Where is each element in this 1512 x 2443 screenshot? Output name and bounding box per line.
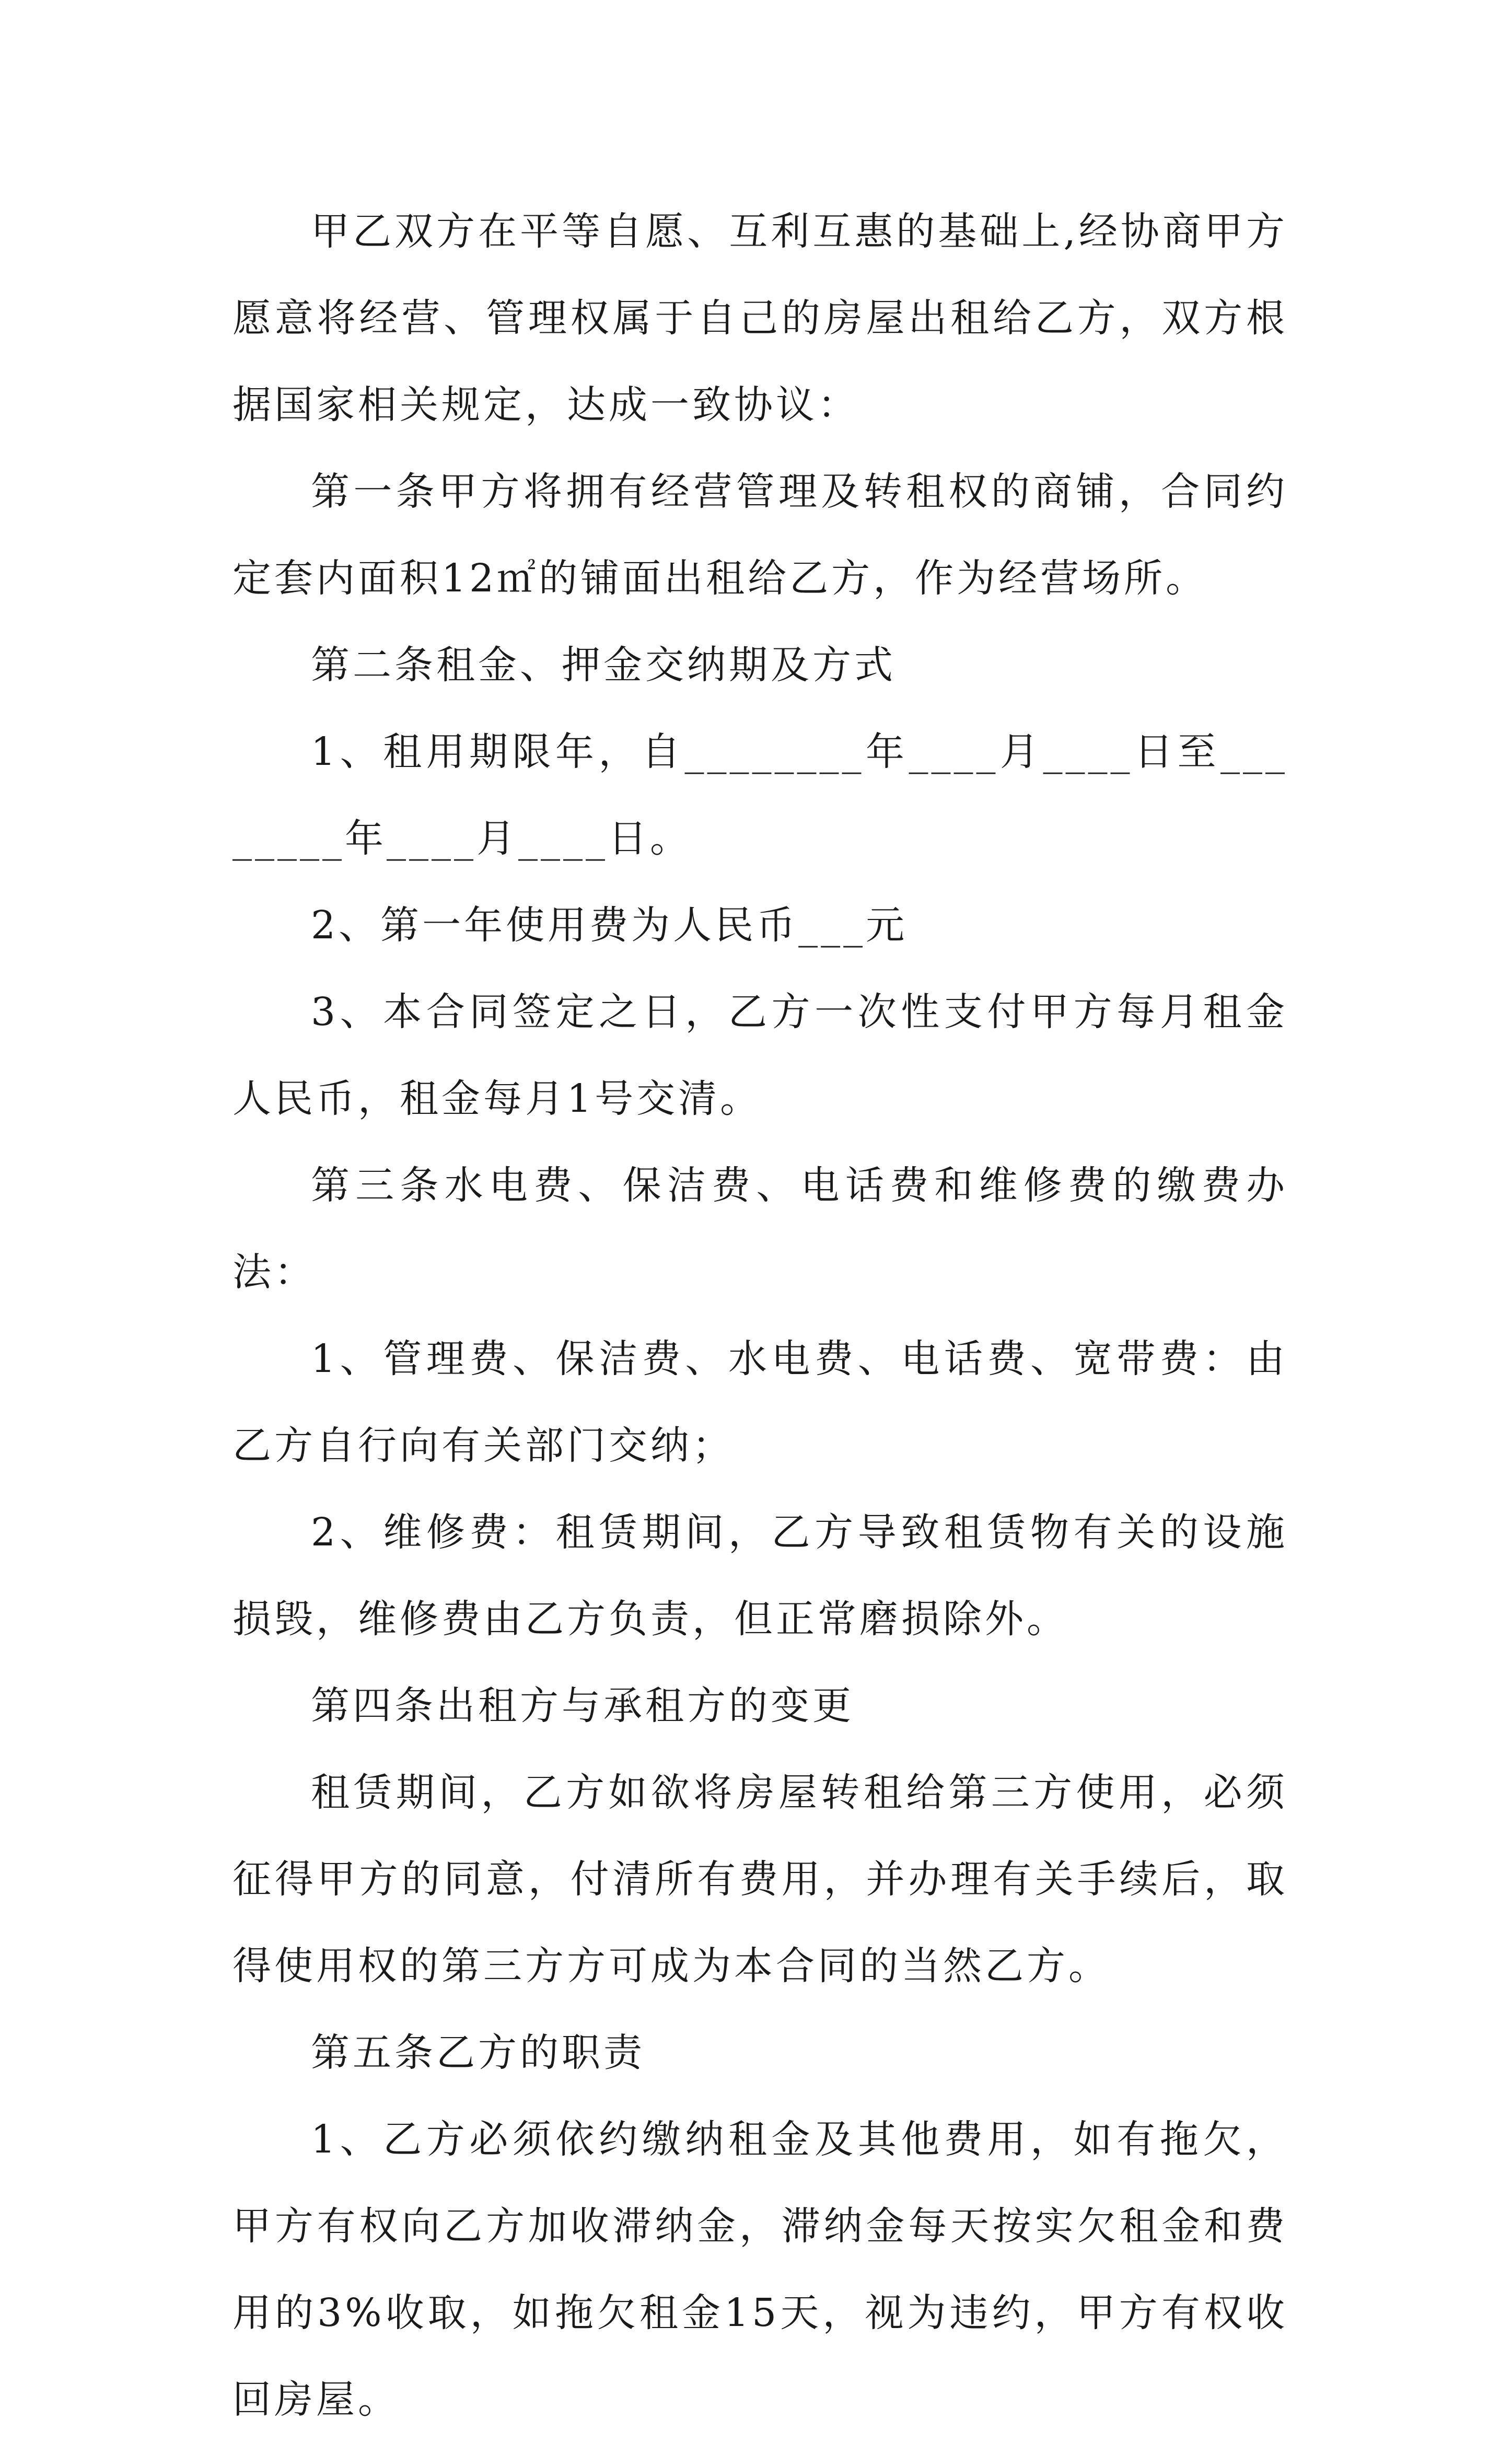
paragraph-article-5-heading: 第五条乙方的职责 (311, 2030, 645, 2075)
paragraph-rent-payment: 3、本合同签定之日，乙方一次性支付甲方每月租金人民币，租金每月1号交清。 (232, 990, 1288, 1121)
paragraph-article-2-heading: 第二条租金、押金交纳期及方式 (311, 643, 896, 688)
paragraph-sublease: 租赁期间，乙方如欲将房屋转租给第三方使用，必须征得甲方的同意，付清所有费用，并办理有关手续后，取得使用权的第三方方可成为本合同的当然乙方。 (232, 1770, 1288, 1988)
paragraph-lease-term: 1、租用期限年，自________年____月____日至________年____月____日。 (232, 729, 1288, 861)
paragraph-article-4-heading: 第四条出租方与承租方的变更 (311, 1683, 854, 1728)
document-body (232, 188, 1288, 2443)
paragraph-article-1: 第一条甲方将拥有经营管理及转租权的商铺，合同约定套内面积12㎡的铺面出租给乙方，作为经营场所。 (232, 469, 1288, 601)
paragraph-first-year-fee: 2、第一年使用费为人民币___元 (311, 903, 908, 948)
paragraph-article-3-heading: 第三条水电费、保洁费、电话费和维修费的缴费办法： (232, 1163, 1288, 1295)
paragraph-preamble: 甲乙双方在平等自愿、互利互惠的基础上,经协商甲方愿意将经营、管理权属于自己的房屋出租给乙方，双方根据国家相关规定，达成一致协议： (232, 209, 1288, 427)
paragraph-repair-fees: 2、维修费：租赁期间，乙方导致租赁物有关的设施损毁，维修费由乙方负责，但正常磨损除外。 (232, 1510, 1288, 1642)
paragraph-tenant-duties: 1、乙方必须依约缴纳租金及其他费用，如有拖欠，甲方有权向乙方加收滞纳金，滞纳金每天按实欠租金和费用的3%收取，如拖欠租金15天，视为违约，甲方有权收回房屋。 (232, 2117, 1288, 2422)
paragraph-utility-fees: 1、管理费、保洁费、水电费、电话费、宽带费：由乙方自行向有关部门交纳； (232, 1336, 1288, 1468)
